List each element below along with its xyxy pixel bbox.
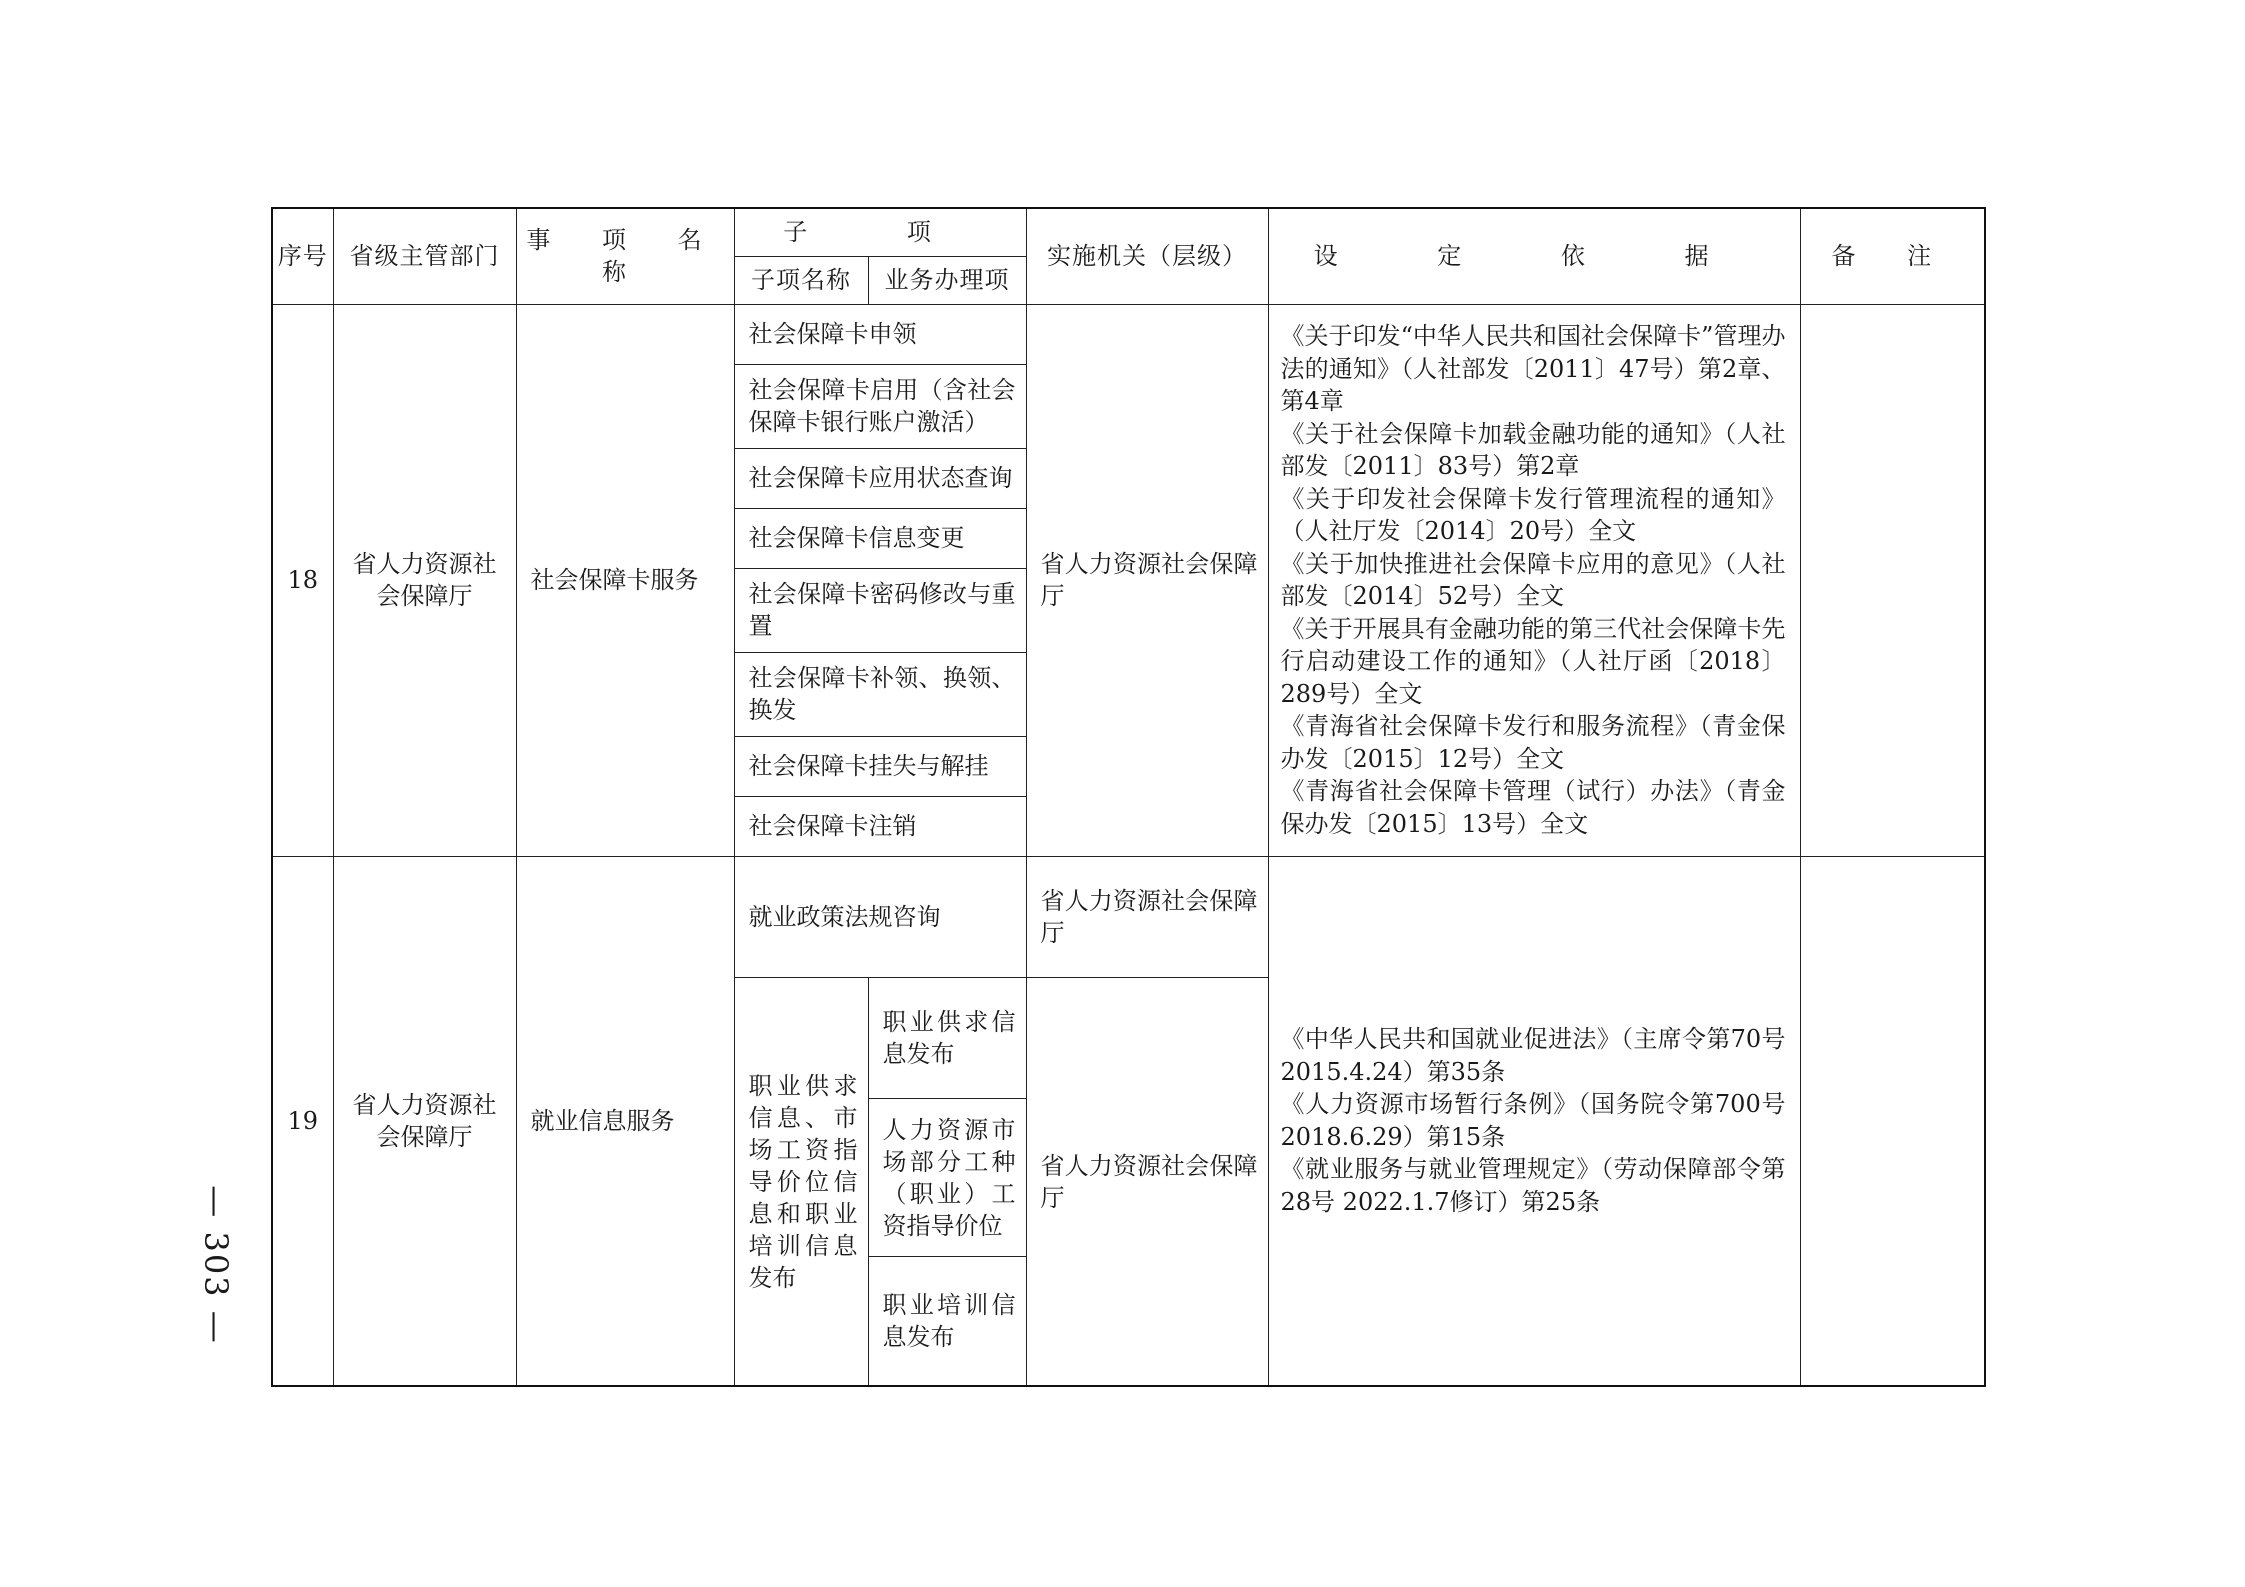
row18-sub-item: 社会保障卡申领 [734,304,1026,364]
row18-agency: 省人力资源社会保障厅 [1026,304,1268,856]
header-item-name: 事 项 名 称 [516,208,734,304]
row18-sub-item: 社会保障卡密码修改与重置 [734,568,1026,652]
row18-sub-item: 社会保障卡注销 [734,796,1026,856]
basis-line: 《关于印发社会保障卡发行管理流程的通知》（人社厅发〔2014〕20号）全文 [1280,484,1786,546]
basis-line: 《人力资源市场暂行条例》（国务院令第700号 2018.6.29）第15条 [1280,1090,1786,1151]
header-business: 业务办理项 [868,256,1026,304]
header-dept: 省级主管部门 [333,208,516,304]
header-notes: 备 注 [1800,208,1985,304]
row18-sub-item: 社会保障卡应用状态查询 [734,448,1026,508]
row18-notes [1800,304,1985,856]
basis-line: 《青海省社会保障卡管理（试行）办法》（青金保办发〔2015〕13号）全文 [1280,777,1786,838]
row18-dept: 省人力资源社会保障厅 [333,304,516,856]
row19-basis [1268,856,1800,1386]
row19-sub-group: 职业供求信息、市场工资指导价位信息和职业培训信息发布 [734,978,868,1386]
basis-line: 《关于社会保障卡加载金融功能的通知》（人社部发〔2011〕83号）第2章 [1280,419,1786,481]
basis-line: 《就业服务与就业管理规定》（劳动保障部令第28号 2022.1.7修订）第25条 [1280,1155,1786,1216]
row19-seq: 19 [272,856,333,1386]
header-sub: 子 项 [734,208,1026,256]
basis-line: 《关于加快推进社会保障卡应用的意见》（人社部发〔2014〕52号）全文 [1280,549,1786,611]
row19-agency-first: 省人力资源社会保障厅 [1026,856,1268,977]
row19-business-item: 职业供求信息发布 [868,978,1026,1099]
row18-sub-item: 社会保障卡补领、换领、换发 [734,652,1026,736]
page-number [196,1175,236,1355]
basis-line: 《关于开展具有金融功能的第三代社会保障卡先行启动建设工作的通知》（人社厅函〔2018〕289号）全文 [1280,614,1786,708]
header-seq: 序号 [272,208,333,304]
row19-agency-group: 省人力资源社会保障厅 [1026,978,1268,1386]
row19-business-item: 人力资源市场部分工种（职业）工资指导价位 [868,1099,1026,1257]
row18-seq: 18 [272,304,333,856]
basis-line: 《青海省社会保障卡发行和服务流程》（青金保办发〔2015〕12号）全文 [1280,712,1786,773]
row19-business-item: 职业培训信息发布 [868,1257,1026,1386]
row19-dept: 省人力资源社会保障厅 [333,856,516,1386]
header-basis: 设 定 依 据 [1268,208,1800,304]
basis-line: 《中华人民共和国就业促进法》（主席令第70号 2015.4.24）第35条 [1280,1025,1786,1086]
row18-item-name: 社会保障卡服务 [516,304,734,856]
row19-notes [1800,856,1985,1386]
header-agency: 实施机关（层级） [1026,208,1268,304]
row18-sub-item: 社会保障卡启用（含社会保障卡银行账户激活） [734,364,1026,448]
page-number-text: — 303 — [197,1185,235,1345]
row18-sub-item: 社会保障卡挂失与解挂 [734,736,1026,796]
row19-item-name: 就业信息服务 [516,856,734,1386]
policy-table [271,207,1986,1387]
header-sub-name: 子项名称 [734,256,868,304]
row18-basis [1268,304,1800,856]
row18-sub-item: 社会保障卡信息变更 [734,508,1026,568]
basis-line: 《关于印发“中华人民共和国社会保障卡”管理办法的通知》（人社部发〔2011〕47号）第2章、第4章 [1280,322,1786,416]
row19-sub-first: 就业政策法规咨询 [734,856,1026,977]
